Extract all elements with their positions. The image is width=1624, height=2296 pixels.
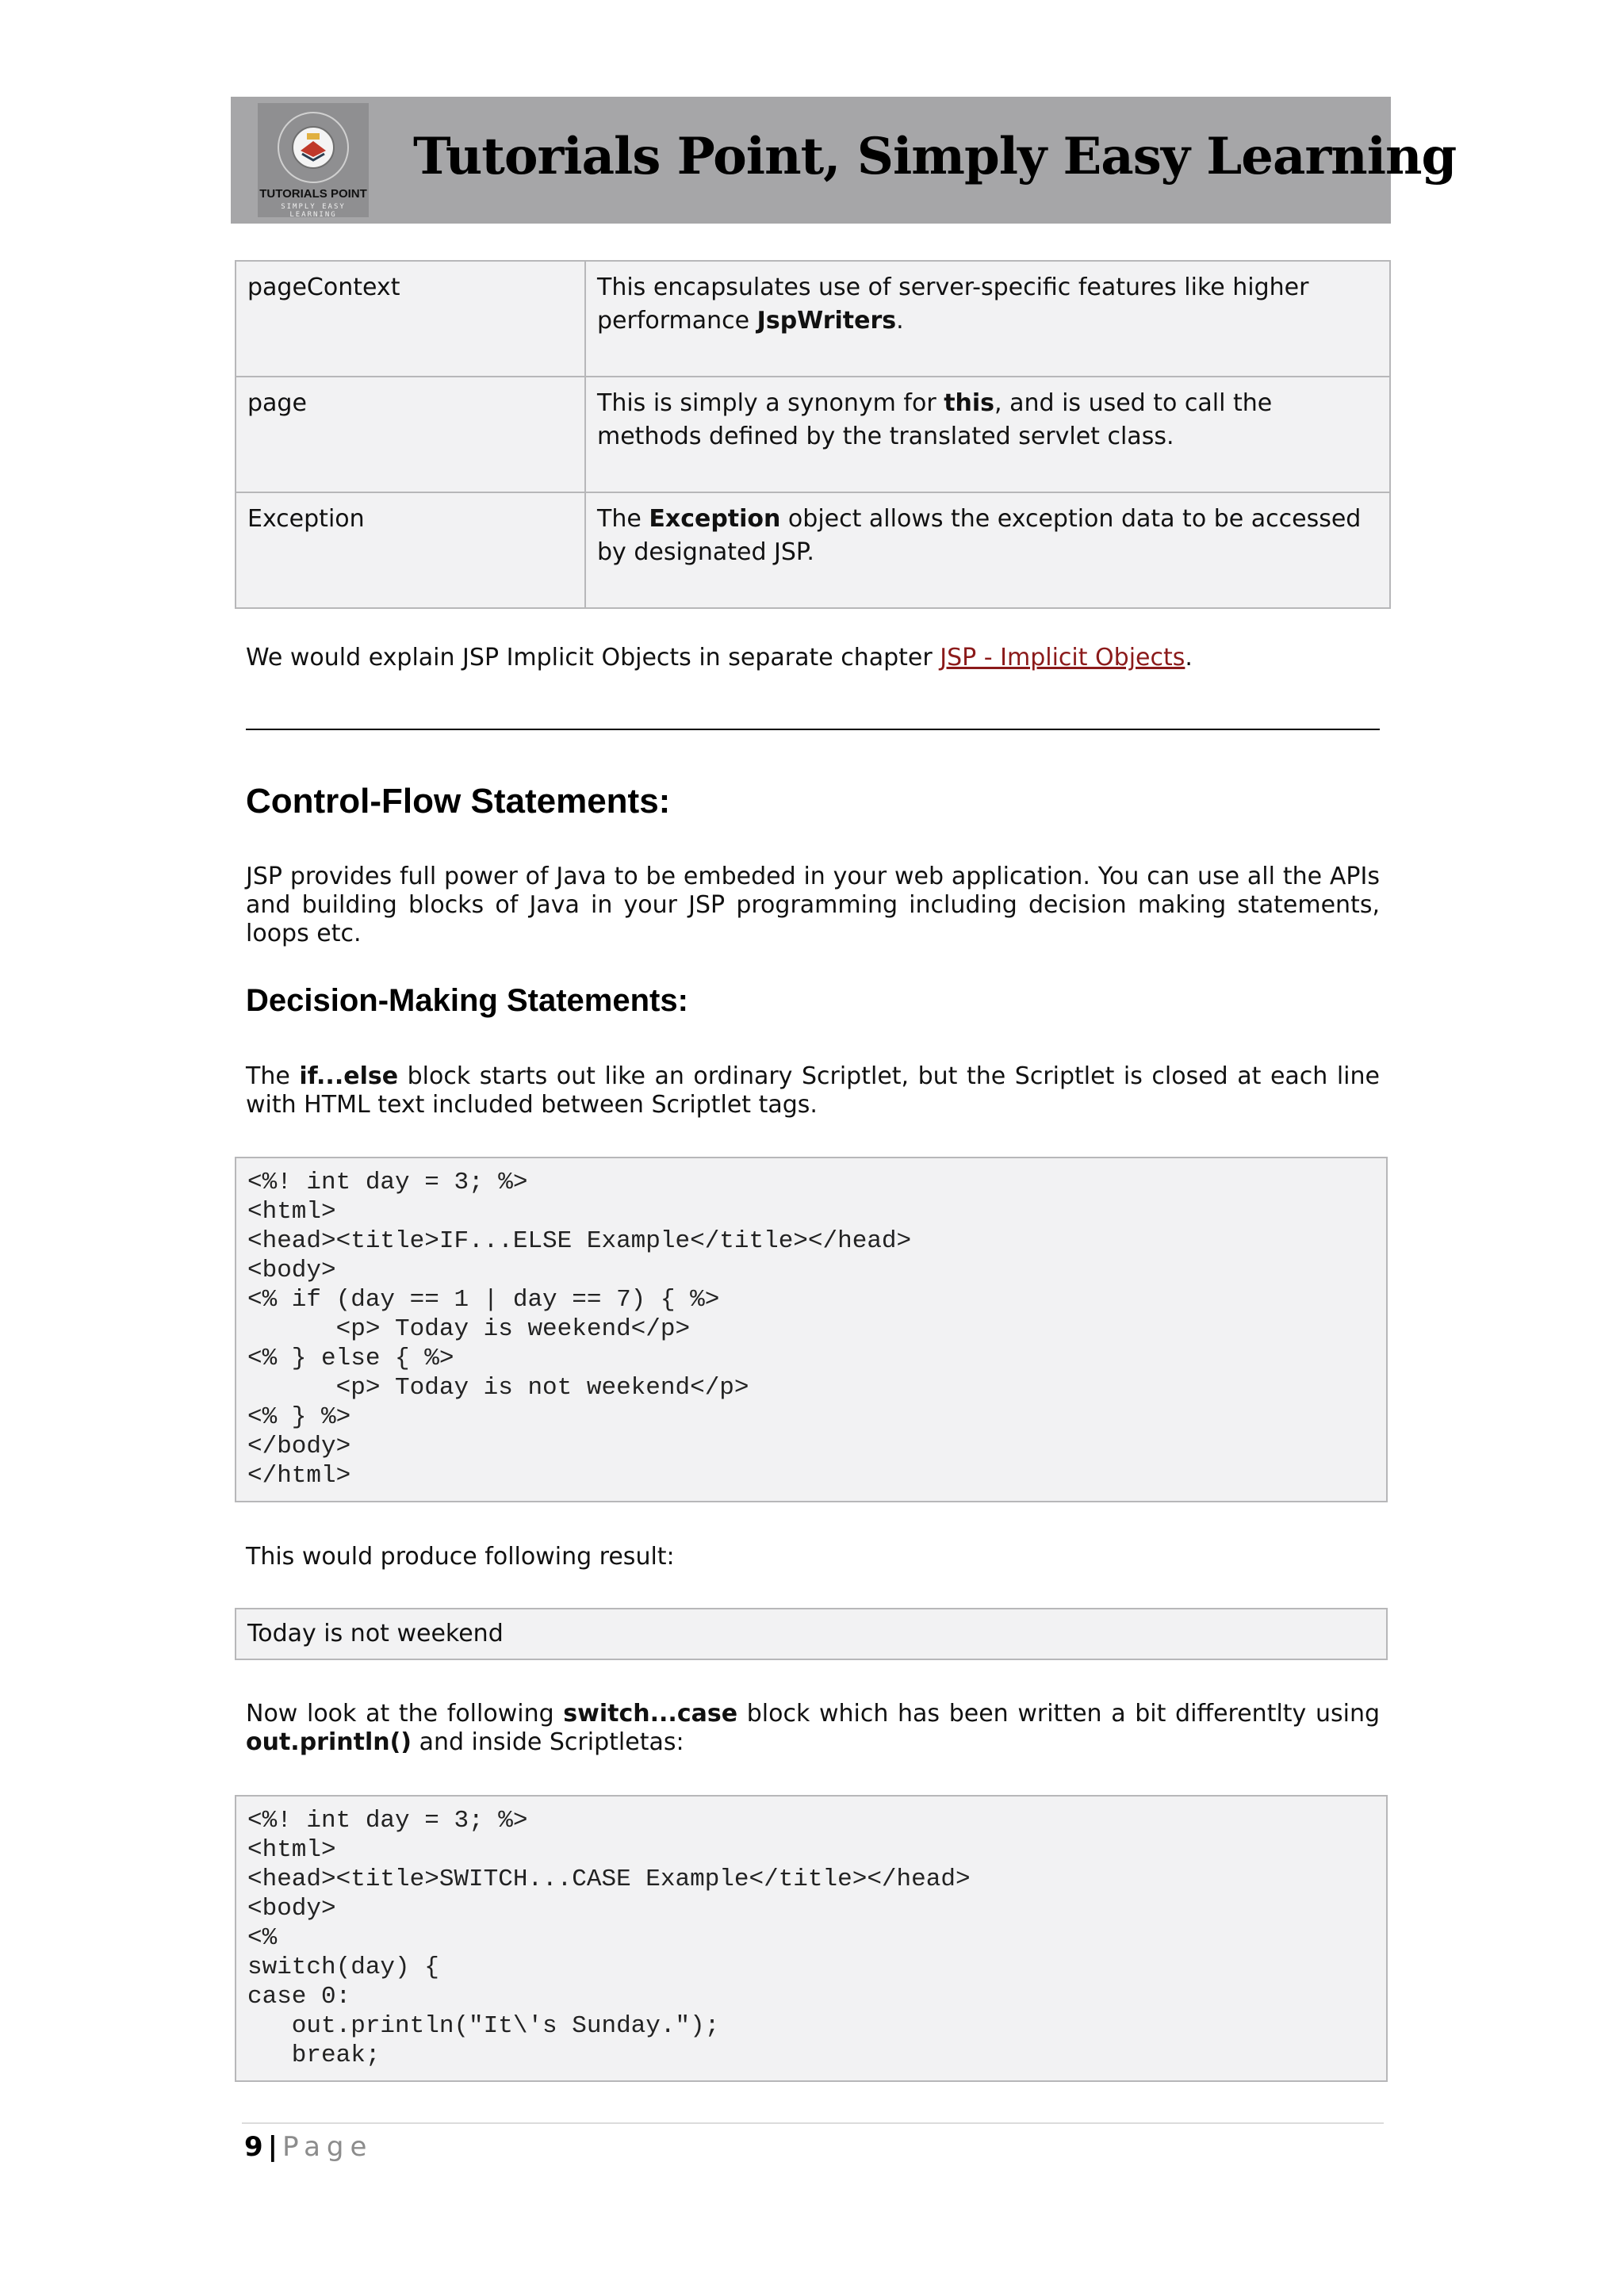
switch-intro: Now look at the following switch...case block which has been written a bit differentlty using out.println() and inside Scriptletas: <box>246 1700 1380 1756</box>
ifelse-code-block <box>235 1157 1388 1502</box>
switch-code: <%! int day = 3; %> <html> <head><title>SWITCH...CASE Example</title></head> <body> <% switch(day) { case 0: out.println("It\'s Sunday."); break; <box>247 1807 971 2069</box>
page-label: Page <box>282 2131 373 2163</box>
object-description: The Exception object allows the exception data to be accessed by designated JSP. <box>585 492 1390 608</box>
header-title: Tutorials Point, Simply Easy Learning <box>413 127 1457 186</box>
tutorials-point-logo <box>258 103 369 217</box>
object-name: pageContext <box>236 261 585 377</box>
implicit-objects-table <box>235 260 1391 609</box>
result-intro: This would produce following result: <box>246 1543 675 1571</box>
control-flow-body: JSP provides full power of Java to be embeded in your web application. You can use all the APIs and building blocks of Java in your JSP programming including decision making statements, loops etc. <box>246 863 1380 947</box>
footer-divider <box>242 2122 1384 2124</box>
page-footer <box>244 2131 373 2163</box>
table-row <box>236 377 1390 492</box>
result-output-box <box>235 1608 1388 1660</box>
result-output: Today is not weekend <box>247 1620 504 1647</box>
object-description: This is simply a synonym for this, and is used to call the methods defined by the translated servlet class. <box>585 377 1390 492</box>
object-description: This encapsulates use of server-specific features like higher performance JspWriters. <box>585 261 1390 377</box>
page-header <box>231 97 1457 224</box>
implicit-objects-link[interactable]: JSP - Implicit Objects <box>940 644 1185 672</box>
decision-making-heading: Decision-Making Statements: <box>246 983 688 1018</box>
switch-code-block <box>235 1795 1388 2082</box>
footer-separator: | <box>267 2131 278 2163</box>
logo-name: TUTORIALS POINT <box>259 187 367 201</box>
table-row <box>236 261 1390 377</box>
logo-emblem-icon <box>258 103 369 190</box>
object-name: page <box>236 377 585 492</box>
implicit-objects-note: We would explain JSP Implicit Objects in separate chapter JSP - Implicit Objects. <box>246 644 1193 672</box>
control-flow-heading: Control-Flow Statements: <box>246 782 671 821</box>
ifelse-intro: The if...else block starts out like an ordinary Scriptlet, but the Scriptlet is closed at each line with HTML text included between Scriptlet tags. <box>246 1062 1380 1119</box>
object-name: Exception <box>236 492 585 608</box>
section-divider <box>246 729 1380 730</box>
logo-tagline: SIMPLY EASY LEARNING <box>281 203 346 219</box>
page-number: 9 <box>244 2131 263 2163</box>
ifelse-code: <%! int day = 3; %> <html> <head><title>IF...ELSE Example</title></head> <body> <% if (day == 1 | day == 7) { %> <p> Today is weekend</p> <% } else { %> <p> Today is not weekend</p> <% } %> </body> </html> <box>247 1169 912 1490</box>
table-row <box>236 492 1390 608</box>
